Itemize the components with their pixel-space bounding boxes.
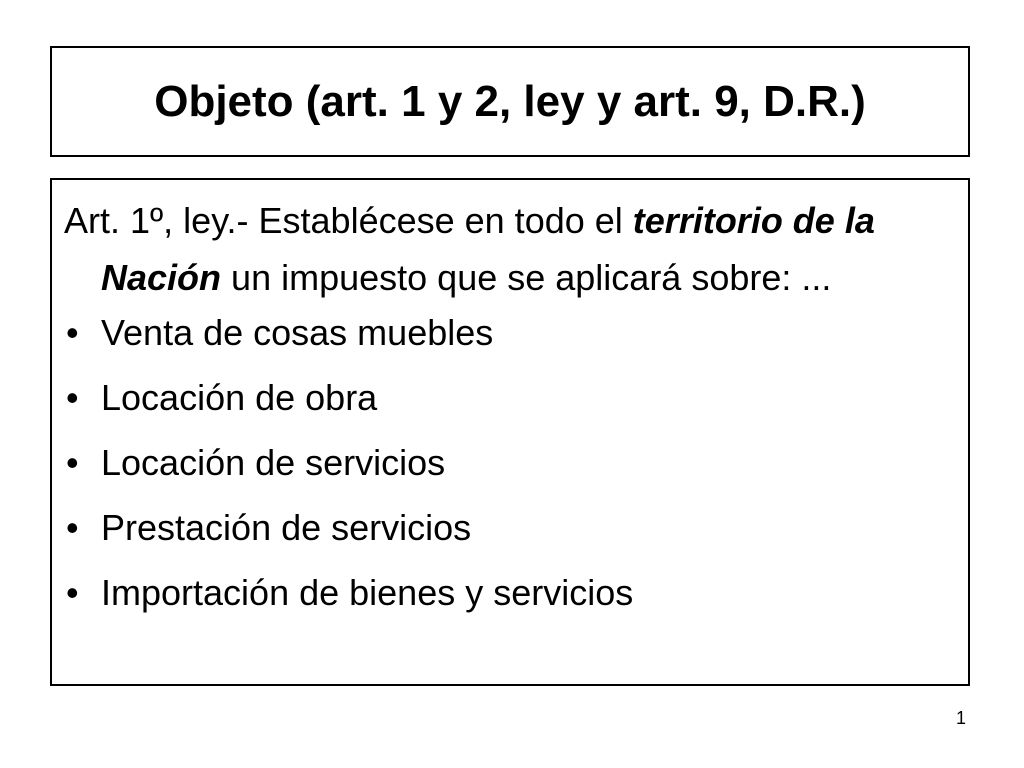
list-item (64, 571, 954, 614)
intro-suffix: un impuesto que se aplicará sobre: ... (231, 257, 832, 298)
list-item (64, 311, 954, 354)
list-item-text: Prestación de servicios (101, 507, 472, 548)
bullet-icon: • (66, 377, 79, 418)
list-item-text: Venta de cosas muebles (101, 312, 494, 353)
title-frame (50, 46, 970, 157)
list-item-text: Importación de bienes y servicios (101, 572, 634, 613)
bullet-icon: • (66, 312, 79, 353)
bullet-list (64, 311, 954, 614)
page-number: 1 (955, 708, 966, 728)
list-item (64, 506, 954, 549)
intro-paragraph (64, 192, 954, 306)
list-item (64, 441, 954, 484)
list-item-text: Locación de servicios (101, 442, 446, 483)
list-item-text: Locación de obra (101, 377, 378, 418)
slide-title: Objeto (art. 1 y 2, ley y art. 9, D.R.) (154, 76, 866, 126)
content-frame (50, 178, 970, 686)
intro-emphasis: territorio de la Nación (101, 200, 875, 298)
bullet-icon: • (66, 572, 79, 613)
list-item (64, 376, 954, 419)
intro-prefix: Art. 1º, ley.- Establécese en todo el (64, 200, 623, 241)
bullet-icon: • (66, 442, 79, 483)
bullet-icon: • (66, 507, 79, 548)
